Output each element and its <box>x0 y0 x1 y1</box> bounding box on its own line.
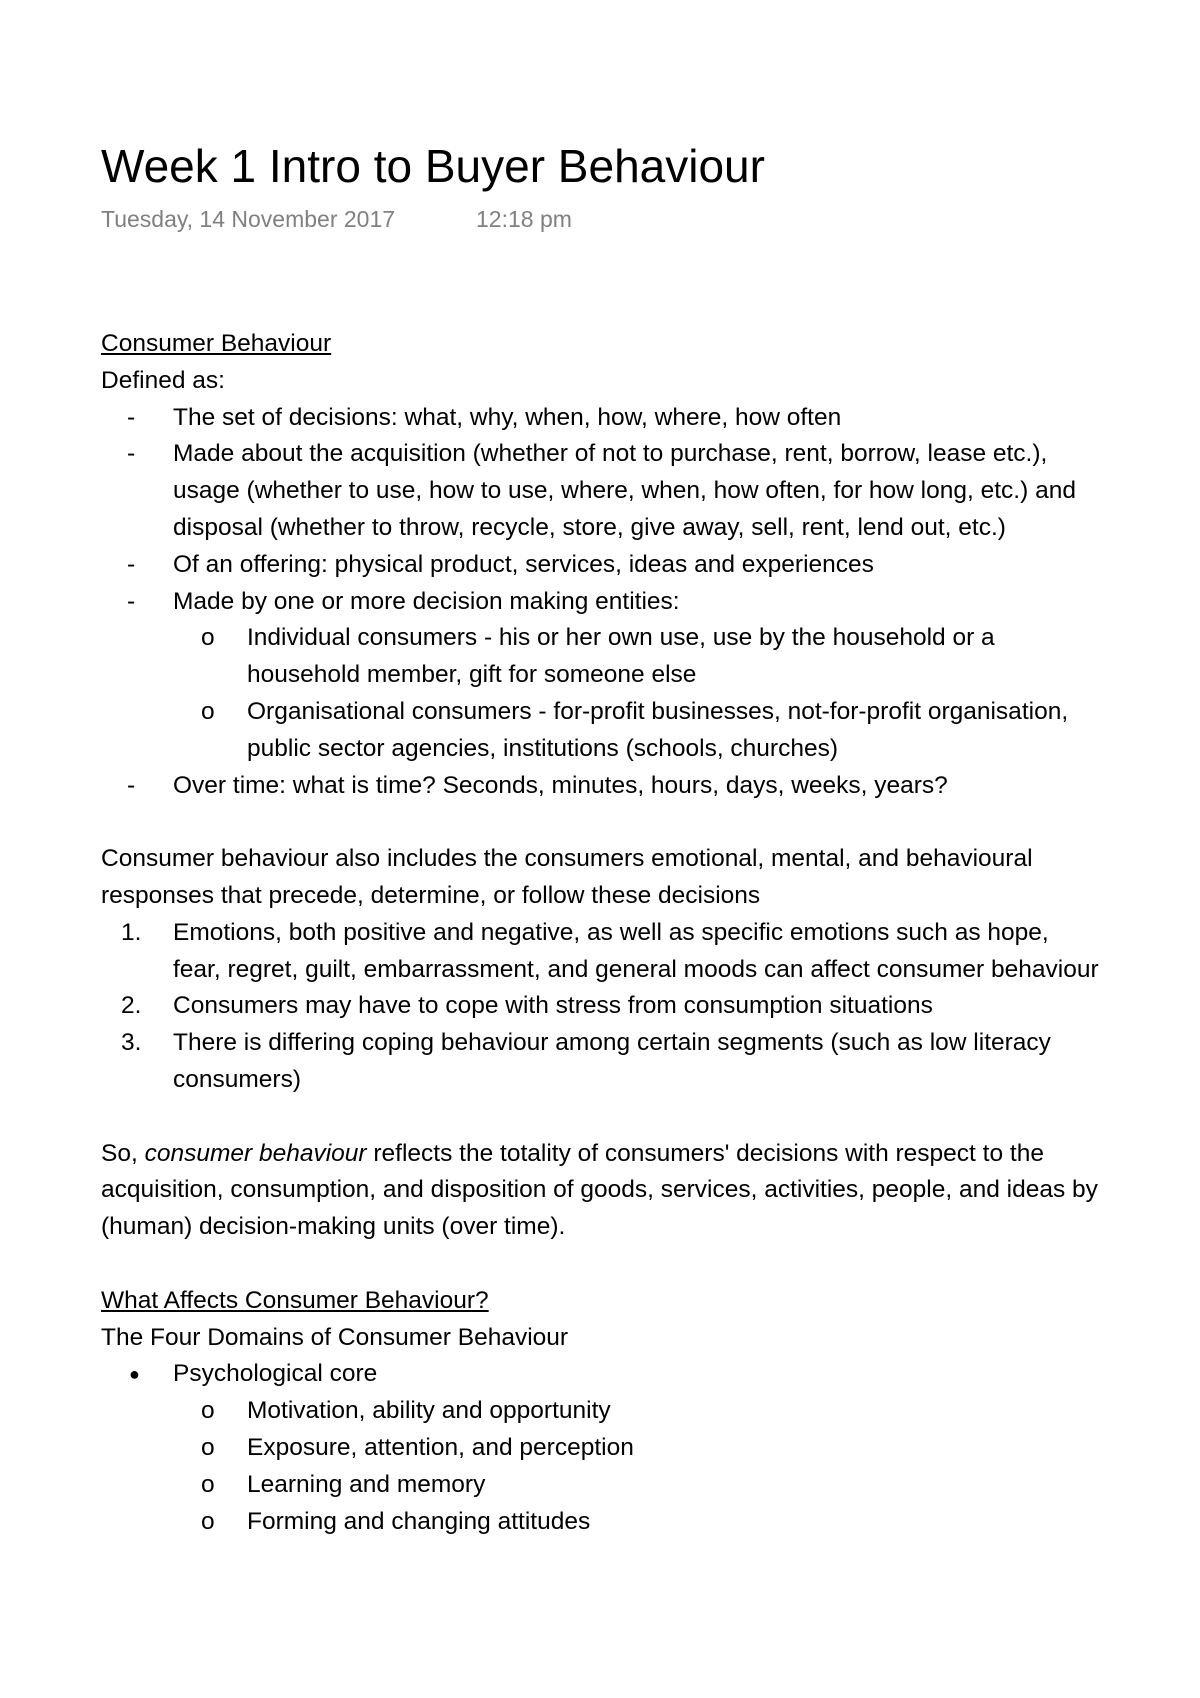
note-date: Tuesday, 14 November 2017 <box>101 206 396 232</box>
circle-bullet-icon: o <box>201 1397 215 1425</box>
circle-bullet-icon: o <box>201 1470 215 1498</box>
sub-list-item-text: Individual consumers - his or her own use, use by the household or a household member, gift for someone else <box>247 624 995 689</box>
sub-list-item <box>101 1504 1101 1541</box>
note-body <box>101 326 1101 1540</box>
list-item <box>101 768 1101 805</box>
list-item-text: Of an offering: physical product, services, ideas and experiences <box>173 550 874 578</box>
summary-paragraph <box>101 1136 1101 1246</box>
summary-post: reflects the totality of consumers' decisions with respect to the acquisition, consumption, and disposition of goods, services, activities, people, and ideas by (human) decision-making units (over time). <box>101 1139 1098 1241</box>
sub-list-item <box>101 1430 1101 1467</box>
section-heading-consumer-behaviour: Consumer Behaviour <box>101 330 332 357</box>
section-heading-what-affects: What Affects Consumer Behaviour? <box>101 1286 489 1314</box>
section-intro: The Four Domains of Consumer Behaviour <box>101 1323 569 1351</box>
numbered-item-text: There is differing coping behaviour among certain segments (such as low literacy consumers) <box>173 1029 1051 1093</box>
numbered-item <box>101 915 1101 989</box>
numbered-item <box>101 988 1101 1025</box>
spacer <box>101 1099 1101 1136</box>
sub-list-item-text: Organisational consumers - for-profit businesses, not-for-profit organisation, public sector agencies, institutions (schools, churches) <box>247 697 1069 762</box>
sub-list-item <box>101 1393 1101 1430</box>
page-title: Week 1 Intro to Buyer Behaviour <box>101 140 765 192</box>
list-item <box>101 584 1101 621</box>
number-marker: 3. <box>121 1029 142 1057</box>
dash-marker: - <box>127 771 136 799</box>
sub-list-item <box>101 620 1101 694</box>
bullet-icon: ● <box>129 1364 140 1385</box>
dash-marker: - <box>127 440 136 468</box>
spacer <box>101 1246 1101 1283</box>
timestamp <box>101 204 572 234</box>
list-item <box>101 547 1101 584</box>
list-item <box>101 436 1101 546</box>
bullet-item-text: Psychological core <box>173 1360 378 1388</box>
sub-list-item-text: Motivation, ability and opportunity <box>247 1397 611 1425</box>
spacer <box>101 804 1101 841</box>
list-item-text: Made about the acquisition (whether of not to purchase, rent, borrow, lease etc.), usage (whether to use, how to use, where, when, how often, for how long, etc.) and disposal (whether to throw, recycle, store, give away, sell, rent, lend out, etc.) <box>173 440 1076 541</box>
sub-list-item-text: Exposure, attention, and perception <box>247 1433 634 1461</box>
dash-marker: - <box>127 550 136 578</box>
paragraph: Consumer behaviour also includes the consumers emotional, mental, and behavioural responses that precede, determine, or follow these decisions <box>101 845 1033 909</box>
list-item-text: Made by one or more decision making entities: <box>173 587 680 615</box>
note-time: 12:18 pm <box>476 206 572 232</box>
summary-term: consumer behaviour <box>144 1139 367 1167</box>
sub-list-item <box>101 1467 1101 1504</box>
number-marker: 2. <box>121 992 142 1020</box>
circle-bullet-icon: o <box>201 1507 215 1535</box>
list-item <box>101 400 1101 437</box>
section-intro: Defined as: <box>101 366 225 394</box>
circle-bullet-icon: o <box>201 624 215 652</box>
circle-bullet-icon: o <box>201 697 215 725</box>
summary-pre: So, <box>101 1139 145 1167</box>
sub-list-item <box>101 694 1101 768</box>
sub-list-item-text: Learning and memory <box>247 1470 486 1498</box>
dash-marker: - <box>127 587 136 615</box>
list-item-text: Over time: what is time? Seconds, minutes, hours, days, weeks, years? <box>173 771 948 799</box>
circle-bullet-icon: o <box>201 1433 215 1461</box>
sub-list-item-text: Forming and changing attitudes <box>247 1507 591 1535</box>
list-item-text: The set of decisions: what, why, when, how, where, how often <box>173 403 842 431</box>
bullet-item <box>101 1356 1101 1393</box>
number-marker: 1. <box>121 918 142 946</box>
numbered-item-text: Emotions, both positive and negative, as well as specific emotions such as hope, fear, regret, guilt, embarrassment, and general moods can affect consumer behaviour <box>173 918 1099 983</box>
dash-marker: - <box>127 403 136 431</box>
numbered-item <box>101 1025 1101 1099</box>
numbered-item-text: Consumers may have to cope with stress from consumption situations <box>173 992 933 1020</box>
